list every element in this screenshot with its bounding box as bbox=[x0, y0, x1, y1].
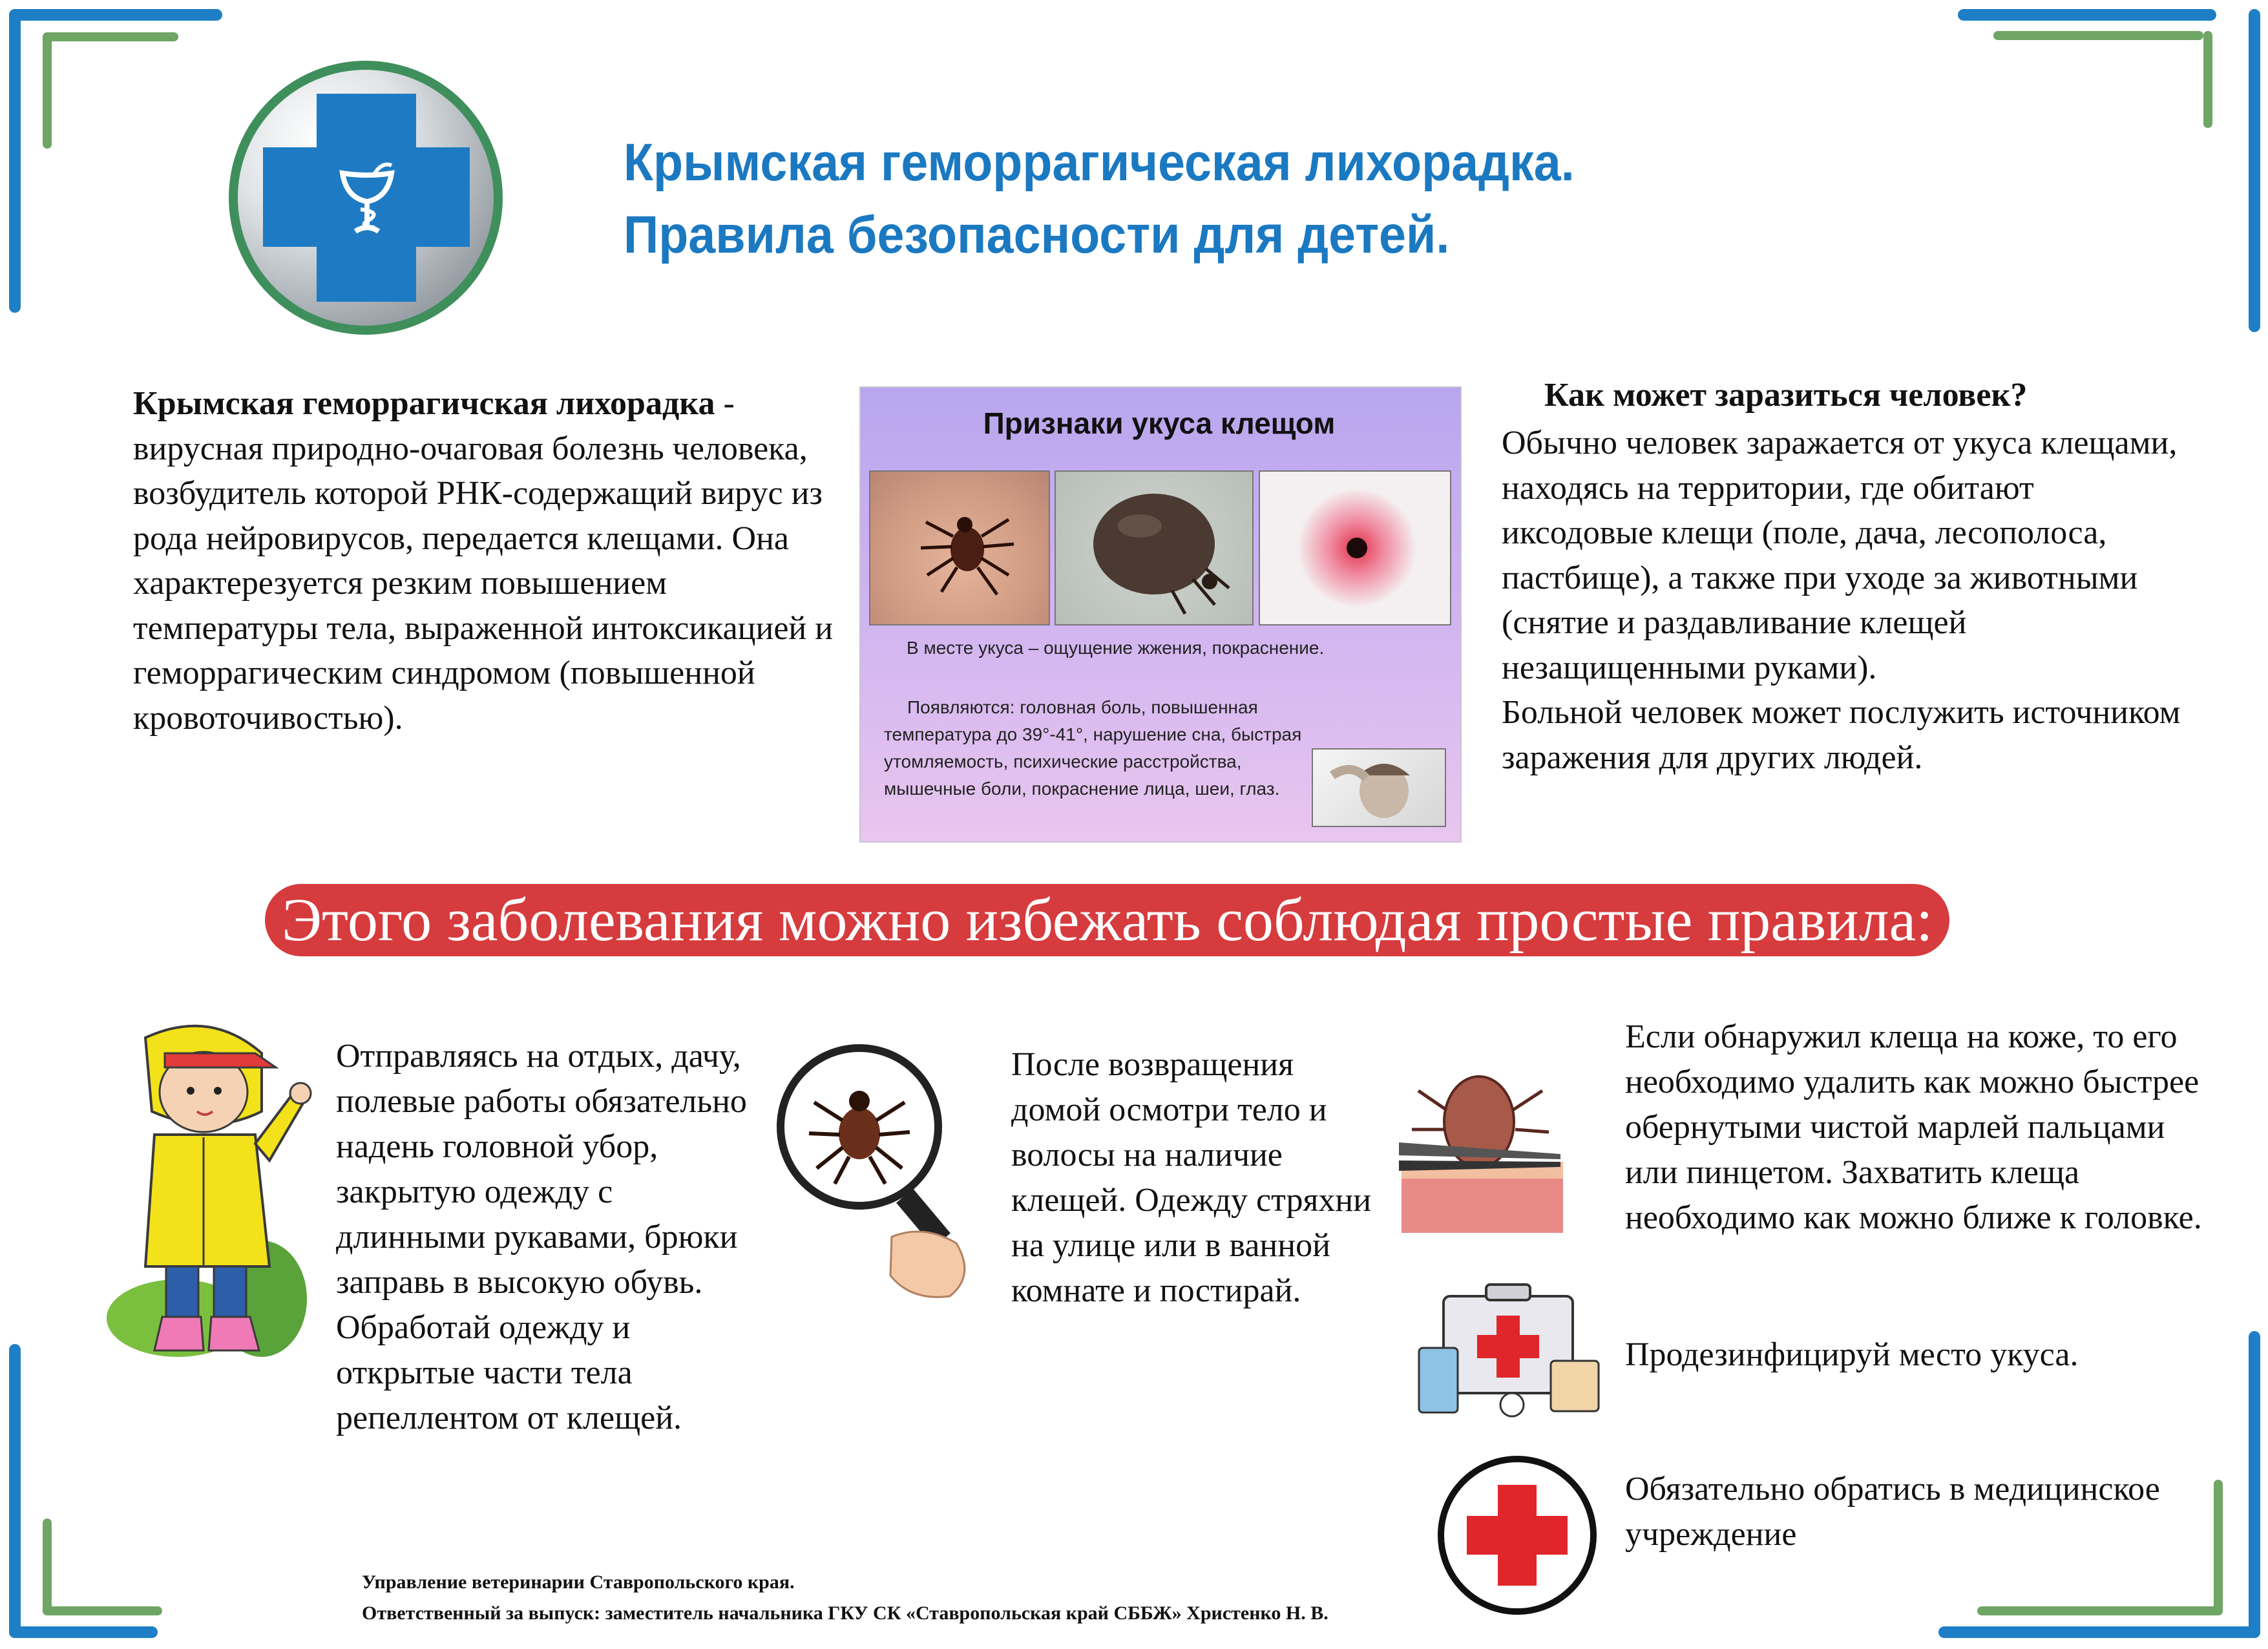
title-line-2: Правила безопасности для детей. bbox=[624, 205, 1450, 264]
engorged-tick-photo bbox=[1055, 470, 1254, 625]
tweezers-tick-skin-icon bbox=[1399, 1065, 1567, 1239]
corner-decoration-br-vertical bbox=[2249, 1331, 2260, 1638]
intro-term: Крымская геморрагичская лихорадка bbox=[133, 385, 715, 422]
corner-decoration-bl-vertical bbox=[9, 1344, 21, 1638]
rule-clothing: Отправляясь на отдых, дачу, полевые работы обязательно надень головной убор, закрытую одежду с длинными рукавами, брюки заправь в высокую обувь. Обработай одежду и открытые части тела репеллентом от клещей. bbox=[336, 1038, 747, 1436]
intro-paragraph bbox=[133, 381, 841, 740]
infection-title: Как может заразиться человек? bbox=[1544, 377, 2028, 414]
footer-publisher: Управление ветеринарии Ставропольского края. bbox=[362, 1571, 795, 1593]
corner-decoration-tr-inner bbox=[1993, 31, 2203, 40]
rules-banner: Этого заболевания можно избежать соблюдая простые правила: bbox=[265, 884, 1949, 956]
red-cross-icon bbox=[1436, 1454, 1599, 1617]
title-line-1: Крымская геморрагическая лихорадка. bbox=[624, 133, 1575, 192]
tick-on-skin-photo bbox=[869, 470, 1050, 625]
infection-paragraph-2: Больной человек может послужить источником заражения для других людей. bbox=[1502, 694, 2181, 776]
corner-decoration-tl-inner-v bbox=[43, 32, 52, 149]
corner-decoration-tl-vertical bbox=[9, 9, 21, 313]
corner-decoration-tl-horizontal bbox=[9, 9, 222, 21]
corner-decoration-br-horizontal bbox=[1938, 1626, 2260, 1638]
corner-decoration-tr-inner-v bbox=[2203, 31, 2212, 128]
sick-child-photo bbox=[1312, 748, 1446, 827]
corner-decoration-bl-horizontal bbox=[9, 1626, 158, 1638]
first-aid-kit-icon bbox=[1415, 1283, 1602, 1419]
bite-mark-photo bbox=[1259, 470, 1451, 625]
symptom-local: В месте укуса – ощущение жжения, покраснение. bbox=[907, 638, 1325, 658]
rule-disinfect: Продезинфицируй место укуса. bbox=[1625, 1336, 2079, 1373]
footer-responsible: Ответственный за выпуск: заместитель начальника ГКУ СК «Ставропольская край СББЖ» Христенко Н. В. bbox=[362, 1602, 1328, 1624]
corner-decoration-tr-vertical bbox=[2249, 9, 2260, 332]
child-in-raincoat-illustration bbox=[100, 1014, 323, 1376]
symptoms-title: Признаки укуса клещом bbox=[983, 406, 1336, 440]
rule-doctor: Обязательно обратись в медицинское учреждение bbox=[1625, 1471, 2160, 1553]
rule-remove: Если обнаружил клеща на коже, то его необходимо удалить как можно быстрее обернутыми чистой марлей пальцами или пинцетом. Захватить клеща необходимо как можно ближе к головке. bbox=[1625, 1018, 2202, 1236]
rule-inspect: После возвращения домой осмотри тело и волосы на наличие клещей. Одежду стряхни на улице или в ванной комнате и постирай. bbox=[1011, 1046, 1372, 1309]
symptom-general: Появляются: головная боль, повышенная температура до 39°-41°, нарушение сна, быстрая утомляемость, психические расстройства, мышечные боли, покраснение лица, шеи, глаз. bbox=[884, 697, 1302, 799]
corner-decoration-bl-inner-h bbox=[43, 1606, 162, 1615]
intro-text: - вирусная природно-очаговая болезнь человека, возбудитель которой РНК-содержащий вирус из рода нейровирусов, передается клещами. Она характерезуется резким повышением температуры тела, выраженной интоксикацией и геморрагическим синдромом (повышенной кровоточивостью). bbox=[133, 385, 834, 737]
magnifier-tick-icon bbox=[762, 1030, 995, 1301]
bowl-of-hygieia-icon bbox=[315, 147, 419, 247]
corner-decoration-tl-inner bbox=[43, 32, 178, 41]
infection-paragraph-1: Обычно человек заражается от укуса клещами, находясь на территории, где обитают иксодовые клещи (поле, дача, лесополоса, пастбище), а также при уходе за животными (снятие и раздавливание клещей незащищенными руками). bbox=[1502, 425, 2178, 686]
corner-decoration-tr-horizontal bbox=[1958, 9, 2216, 21]
corner-decoration-br-inner bbox=[1977, 1606, 2223, 1615]
corner-decoration-bl-inner bbox=[43, 1518, 52, 1615]
page-title bbox=[624, 127, 1931, 271]
infection-text bbox=[1502, 421, 2187, 780]
